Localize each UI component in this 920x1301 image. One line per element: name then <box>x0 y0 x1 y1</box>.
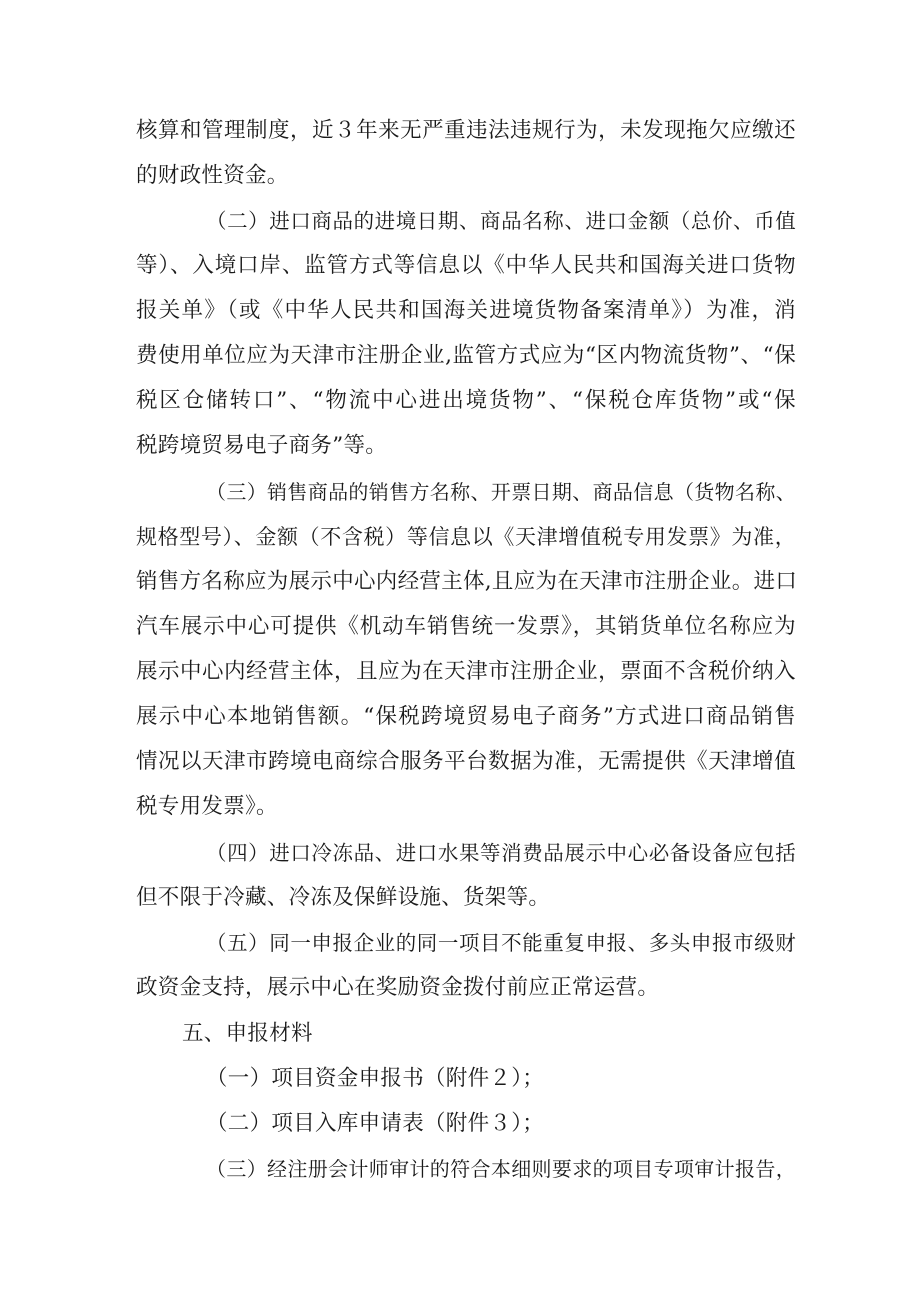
paragraph-3-line-8: 税专用发票》。 <box>136 794 278 819</box>
paragraph-3-line-6: 展示中心本地销售额。“保税跨境贸易电子商务”方式进口商品销售 <box>136 704 796 729</box>
paragraph-1-line-1: 核算和管理制度，近３年来无严重违法违规行为，未发现拖欠应缴还 <box>136 118 796 143</box>
paragraph-5-line-1: （五）同一申报企业的同一项目不能重复申报、多头申报市级财 <box>206 931 796 955</box>
paragraph-3-line-1: （三）销售商品的销售方名称、开票日期、商品信息（货物名称、 <box>206 480 796 504</box>
paragraph-1-line-2: 的财政性资金。 <box>136 163 289 188</box>
paragraph-3-line-2: 规格型号）、金额（不含税）等信息以《天津增值税专用发票》为准， <box>136 525 796 549</box>
paragraph-3-line-3: 销售方名称应为展示中心内经营主体,且应为在天津市注册企业。进口 <box>136 569 798 594</box>
paragraph-3-line-4: 汽车展示中心可提供《机动车销售统一发票》，其销货单位名称应为 <box>136 614 796 639</box>
paragraph-5-line-2: 政资金支持，展示中心在奖励资金拨付前应正常运营。 <box>136 975 660 1000</box>
section-heading: 五、申报材料 <box>182 1021 313 1046</box>
paragraph-3-line-5: 展示中心内经营主体，且应为在天津市注册企业，票面不含税价纳入 <box>136 659 796 684</box>
material-item-2: （二）项目入库申请表（附件３）； <box>206 1111 545 1136</box>
paragraph-2-line-3: 报关单》（或《中华人民共和国海关进境货物备案清单》）为准，消 <box>136 298 796 323</box>
paragraph-4-line-2: 但不限于冷藏、冷冻及保鲜设施、货架等。 <box>136 885 551 910</box>
paragraph-3-line-7: 情况以天津市跨境电商综合服务平台数据为准，无需提供《天津增值 <box>136 749 796 774</box>
paragraph-2-line-6: 税跨境贸易电子商务”等。 <box>136 433 388 458</box>
paragraph-2-line-1: （二）进口商品的进境日期、商品名称、进口金额（总价、币值 <box>206 209 796 233</box>
material-item-3: （三）经注册会计师审计的符合本细则要求的项目专项审计报告， <box>206 1157 796 1181</box>
paragraph-4-line-1: （四）进口冷冻品、进口水果等消费品展示中心必备设备应包括 <box>206 841 796 865</box>
paragraph-2-line-4: 费使用单位应为天津市注册企业,监管方式应为“区内物流货物”、“保 <box>136 343 796 368</box>
material-item-1: （一）项目资金申报书（附件２）； <box>206 1066 545 1091</box>
paragraph-2-line-2: 等）、入境口岸、监管方式等信息以《中华人民共和国海关进口货物 <box>136 253 796 278</box>
paragraph-2-line-5: 税区仓储转口”、“物流中心进出境货物”、“保税仓库货物”或“保 <box>136 388 796 413</box>
